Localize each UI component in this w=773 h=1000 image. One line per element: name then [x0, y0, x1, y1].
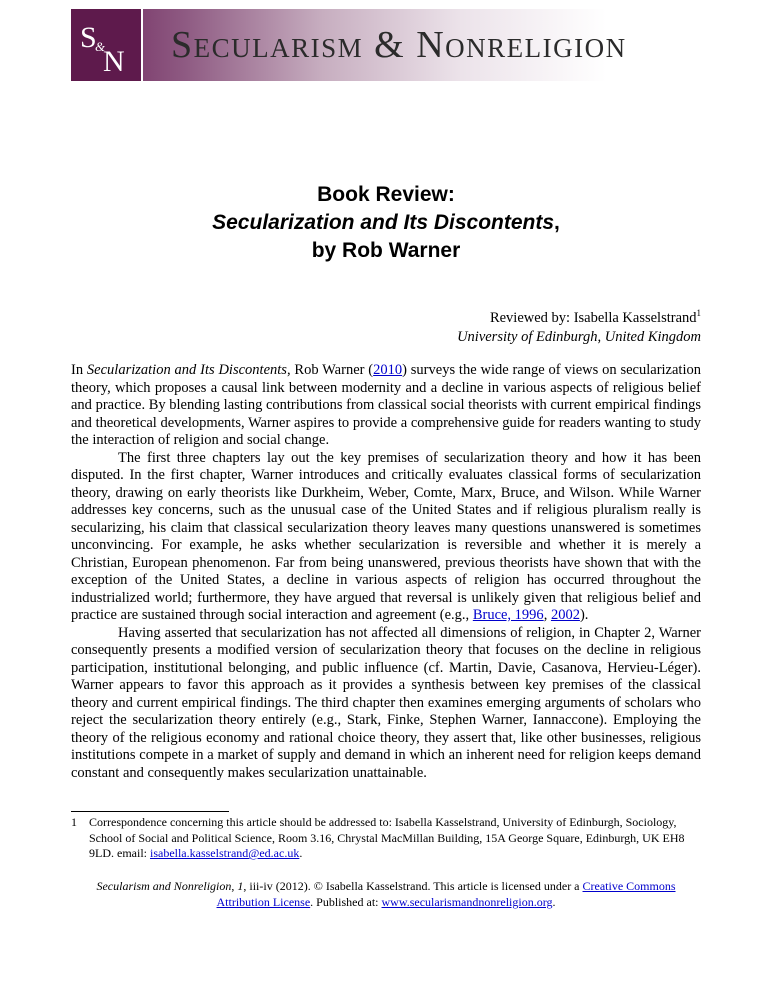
reviewer-affiliation: University of Edinburgh, United Kingdom [457, 329, 701, 345]
p2-end: ). [579, 607, 589, 623]
title-comma: , [554, 211, 560, 234]
article-title [71, 181, 701, 265]
journal-site-link[interactable]: www.secularismandnonreligion.org [381, 895, 553, 909]
svg-text:&: & [95, 39, 106, 54]
p2-text: The first three chapters lay out the key premises of secularization theory and how it has been disputed. In the first chapter, Warner introduces and critically evaluates classical forms of secularization theory, drawing on early theorists like Durkheim, Weber, Comte, Marx, Bruce, and Wilson. While Warner addresses key concerns, such as the unusual case of the United States and if religious pluralism really is secularizing, his claim that classical secularization theory leaves many questions unanswered is sometimes unconvincing. For example, he asks whether secularization is reversible and whether it is merely a Christian, European phenomenon. Far from being unanswered, previous theorists have shown that with the exception of the United States, a decline in various aspects of religion has occurred throughout the industrialized world; furthermore, they have argued that reversal is unlikely given that religious belief and practice are sustained through social interaction and agreement (e.g., [71, 449, 701, 623]
citation-end: . [552, 895, 556, 909]
reviewer-block [71, 309, 701, 347]
footnote-number: 1 [71, 815, 77, 829]
journal-name: Secularism & Nonreligion [171, 24, 627, 66]
footnote-text [89, 815, 701, 862]
journal-banner [71, 9, 701, 81]
sn-logo-icon [71, 9, 141, 81]
citation-comma: , [231, 879, 238, 893]
p1-text-b: ) surveys the wide range of views on secularization theory, which proposes a causal link between modernity and a decline in various aspects of religious belief and practice. By blending lasting contributions from classical social theorists with current empirical findings and theoretical developments, Warner aspires to provide a comprehensive guide for readers wanting to study the interaction of religion and social change. [71, 362, 701, 448]
paragraph-3: Having asserted that secularization has not affected all dimensions of religion, in Chapter 2, Warner consequently presents a modified version of secularization theory that focuses on the decline in religious participation, institutional belonging, and public influence (cf. Martin, Davie, Casanova, Hervieu-Léger). Warner appears to favor this approach as it provides a synthesis between key premises of the classical theory and current empirical findings. The third chapter then examines emerging arguments of scholars who reject the secularization theory entirely (e.g., Stark, Finke, Stephen Warner, Iannaccone). Employing the theory of the religious economy and rational choice theory, they assert that, like other businesses, religious institutions compete in a market of supply and demand in which an inherent need for religion keeps demand constant and consequently makes secularization unattainable. [71, 624, 701, 781]
p1-lead: In [71, 362, 87, 378]
citation-details: , iii-iv (2012). © Isabella Kasselstrand. This article is licensed under a [243, 879, 583, 893]
ref-bruce-2002-link[interactable]: 2002 [550, 607, 580, 623]
svg-text:S: S [80, 21, 97, 54]
license-link[interactable]: Creative Commons Attribution License [216, 879, 676, 909]
paragraph-2 [71, 450, 701, 625]
paragraph-1 [71, 362, 701, 450]
title-line-3: by Rob Warner [311, 239, 461, 262]
ref-bruce-1996-link[interactable]: Bruce, 1996 [472, 607, 544, 623]
footnote-marker[interactable]: 1 [696, 308, 701, 318]
citation-volume: 1 [237, 879, 244, 893]
citation-journal: Secularism and Nonreligion [96, 879, 232, 893]
email-link[interactable]: isabella.kasselstrand@ed.ac.uk [149, 846, 300, 860]
p2-sep: , [543, 607, 551, 623]
ref-warner-2010-link[interactable]: 2010 [373, 362, 403, 378]
title-line-1: Book Review: [317, 183, 455, 206]
svg-text:N: N [103, 45, 125, 78]
p1-text-a: , Rob Warner ( [286, 362, 374, 378]
reviewer-line [71, 309, 701, 328]
reviewer-name: Reviewed by: Isabella Kasselstrand [489, 310, 697, 326]
footnote-body: Correspondence concerning this article should be addressed to: Isabella Kasselstrand, University of Edinburgh, Sociology, School of Social and Political Science, Room 3.16, Chrystal MacMillan Building, 15A George Square, Edinburgh, UK EH8 9LD. email: [89, 815, 685, 860]
journal-logo [71, 9, 143, 81]
p1-book-title: Secularization and Its Discontents [86, 362, 287, 378]
book-title: Secularization and Its Discontents [212, 211, 555, 234]
footnote [71, 815, 701, 862]
article-body [71, 362, 701, 782]
title-line-2 [71, 209, 701, 237]
footnote-divider [71, 811, 229, 812]
citation-footer [71, 878, 701, 910]
citation-published: . Published at: [310, 895, 382, 909]
footnote-end: . [299, 846, 303, 860]
